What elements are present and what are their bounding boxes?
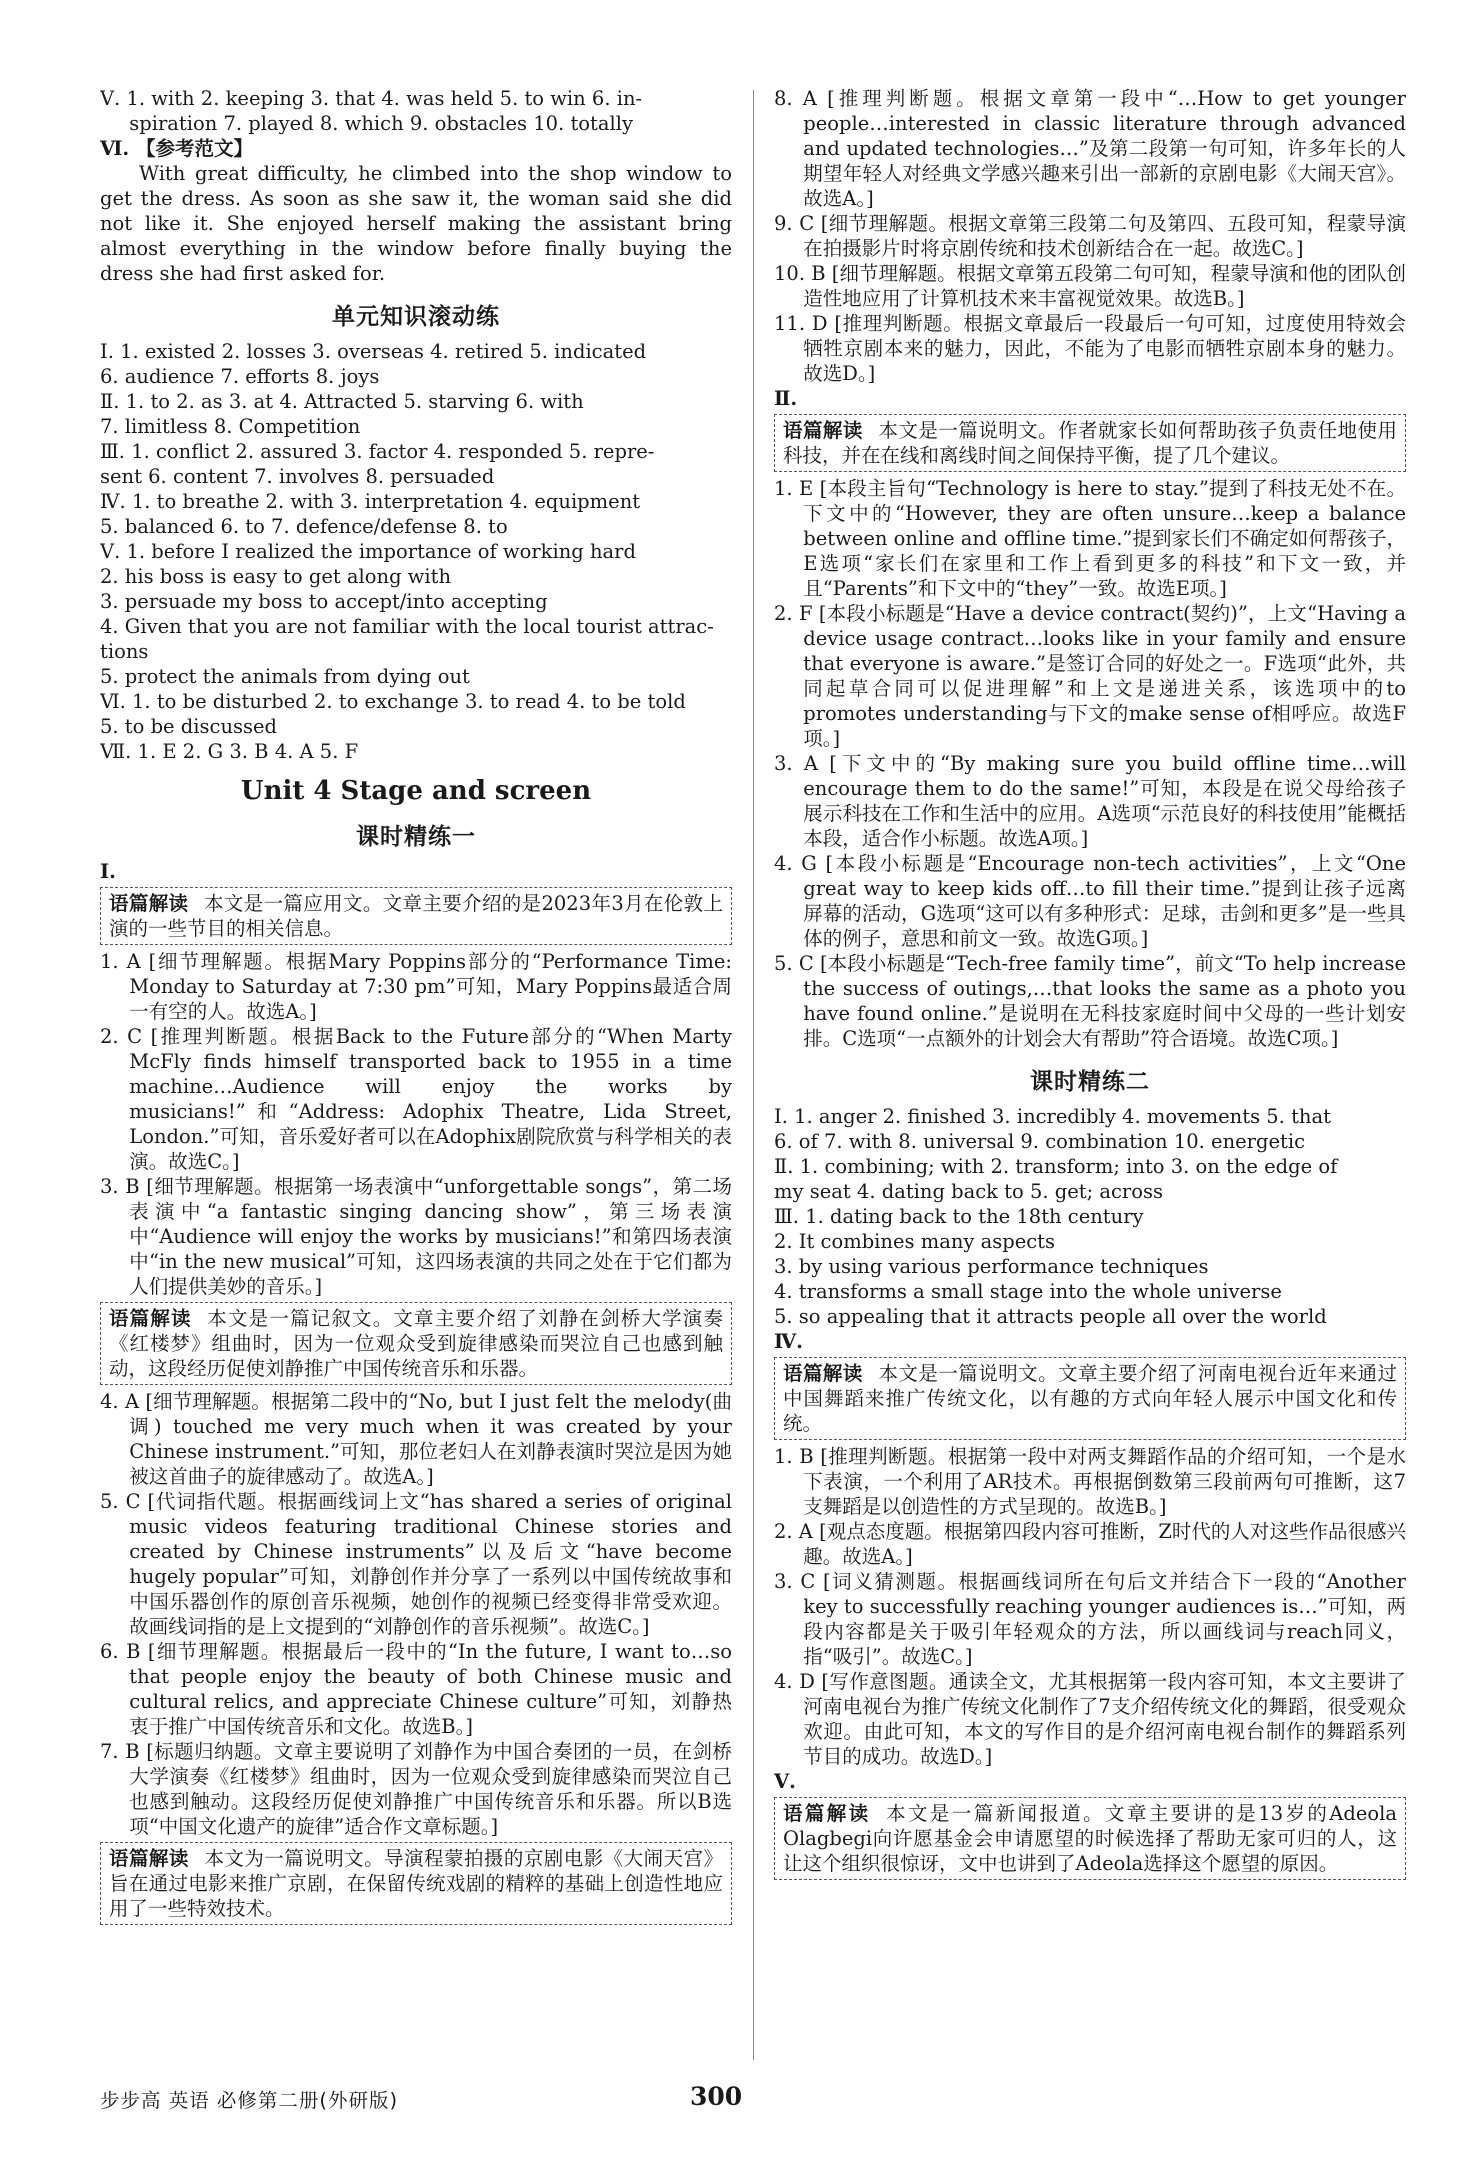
answer-item: 5. C [代词指代题。根据画线词上文“has shared a series of original music videos featuring traditional Chinese stories and created by Chinese instruments”以及后文“have become hugely popular”可知，刘静创作并分享了一系列以中国传统故事和中国乐器创作的原创音乐视频，她创作的视频已经变得非常受欢迎。故画线词指的是上文提到的“刘静创作的音乐视频”。故选C。] (100, 1490, 732, 1638)
left-column (100, 86, 732, 1929)
part-label: Ⅱ. (774, 387, 798, 410)
box-tag: 语篇解读 (109, 1307, 192, 1330)
answer-item: 4. G [本段小标题是“Encourage non-tech activities”，上文“One great way to keep kids off…to fill their time.”提到让孩子远离屏幕的活动，G选项“这可以有多种形式：足球，击剑和更多”是一些具体的例子，意思和前文一致。故选G项。] (774, 852, 1406, 950)
passage-analysis-box (774, 1357, 1406, 1440)
answer-item: 3. A [下文中的“By making sure you build offline time…will encourage them to do the same!”可知，本段是在说父母给孩子展示科技在工作和生活中的应用。A选项“示范良好的科技使用”能概括本段，适合作小标题。故选A项。] (774, 752, 1406, 850)
answer-item: 10. B [细节理解题。根据文章第五段第二句可知，程蒙导演和他的团队创造性地应用了计算机技术来丰富视觉效果。故选B。] (774, 262, 1406, 310)
box-text: 本文是一篇应用文。文章主要介绍的是2023年3月在伦敦上演的一些节目的相关信息。 (109, 892, 723, 940)
answer-line: 7. limitless 8. Competition (100, 415, 361, 438)
lesson2-answers (774, 1104, 1406, 1329)
passage-analysis-box (774, 414, 1406, 472)
passage-analysis-box (100, 1302, 732, 1385)
answer-item: 5. C [本段小标题是“Tech-free family time”，前文“To help increase the success of outings,…that looks the same as a photo you have found online.”是说明在无科技家庭时间中父母的一些计划安排。C选项“一点额外的计划会大有帮助”符合语境。故选C项。] (774, 952, 1406, 1050)
answer-item: 2. C [推理判断题。根据Back to the Future部分的“When Marty McFly finds himself transported back to 1955 in a time machine…Audience will enjoy the works by musicians!”和“Address: Adophix Theatre, Lida Street, London.”可知，音乐爱好者可以在Adophix剧院欣赏与科学相关的表演。故选C。] (100, 1025, 732, 1173)
answer-item: 9. C [细节理解题。根据文章第三段第二句及第四、五段可知，程蒙导演在拍摄影片时将京剧传统和技术创新结合在一起。故选C。] (774, 212, 1406, 260)
box-tag: 语篇解读 (783, 1362, 863, 1385)
box-text: 本文是一篇记叙文。文章主要介绍了刘静在剑桥大学演奏《红楼梦》组曲时，因为一位观众受到旋律感染而哭泣自己也感到触动，这段经历促使刘静推广中国传统音乐和乐器。 (109, 1307, 723, 1380)
section-title: 单元知识滚动练 (332, 304, 500, 330)
answer-line: Ⅵ. 1. to be disturbed 2. to exchange 3. to read 4. to be told (100, 690, 686, 713)
answer-line: 6. of 7. with 8. universal 9. combination 10. energetic (774, 1130, 1306, 1153)
answer-line: Ⅴ. 1. before I realized the importance of working hard (100, 540, 636, 563)
section-title: 课时精练二 (1030, 1069, 1150, 1095)
section-label: Ⅵ. 【参考范文】 (100, 137, 254, 160)
answer-line: Ⅰ. 1. existed 2. losses 3. overseas 4. retired 5. indicated (100, 340, 647, 363)
answer-line: 4. transforms a small stage into the whole universe (774, 1280, 1282, 1303)
answer-line: 2. his boss is easy to get along with (100, 565, 452, 588)
answer-item: 3. B [细节理解题。根据第一场表演中“unforgettable songs”，第二场表演中“a fantastic singing dancing show”，第三场表演中“Audience will enjoy the works by musicians!”和第四场表演中“in the new musical”可知，这四场表演的共同之处在于它们都为人们提供美妙的音乐。] (100, 1175, 732, 1298)
answer-line: Ⅰ. 1. anger 2. finished 3. incredibly 4. movements 5. that (774, 1105, 1331, 1128)
answer-line: 5. protect the animals from dying out (100, 665, 470, 688)
box-tag: 语篇解读 (783, 1802, 871, 1825)
answer-item: 8. A [推理判断题。根据文章第一段中“…How to get younger people…interested in classic literature through advanced and updated technologies…”及第二段第一句可知，许多年长的人期望年轻人对经典文学感兴趣来引出一部新的京剧电影《大闹天宫》。故选A。] (774, 87, 1406, 210)
box-tag: 语篇解读 (109, 892, 189, 915)
part-label: Ⅴ. (774, 1770, 796, 1793)
column-divider (753, 90, 754, 2060)
box-text: 本文是一篇说明文。作者就家长如何帮助孩子负责任地使用科技，并在在线和离线时间之间保持平衡，提了几个建议。 (783, 419, 1397, 467)
box-tag: 语篇解读 (783, 419, 863, 442)
right-column (774, 86, 1406, 1884)
answer-line: Ⅱ. 1. combining; with 2. transform; into 3. on the edge of (774, 1155, 1338, 1178)
section-title: 课时精练一 (356, 824, 476, 850)
review-answers (100, 339, 732, 764)
answer-line: 6. audience 7. efforts 8. joys (100, 365, 380, 388)
answer-line: 2. It combines many aspects (774, 1230, 1056, 1253)
answer-line: tions (100, 640, 149, 663)
answer-item: 1. E [本段主旨句“Technology is here to stay.”提到了科技无处不在。下文中的“However, they are often unsure…keep a balance between online and offline time.”提到家长们不确定如何帮孩子，E选项“家长们在家里和工作上看到更多的科技”和下文一致，并且“Parents”和下文中的“they”一致。故选E项。] (774, 477, 1406, 600)
answer-line: 3. persuade my boss to accept/into accepting (100, 590, 548, 613)
answer-line: 3. by using various performance techniques (774, 1255, 1209, 1278)
answer-item: 2. F [本段小标题是“Have a device contract(契约)”，上文“Having a device usage contract…looks like in your family and ensure that everyone is aware.”是签订合同的好处之一。F选项“此外，共同起草合同可以促进理解”和上文是递进关系，该选项中的to promotes understanding与下文的make sense of相呼应。故选F项。] (774, 602, 1406, 750)
box-text: 本文是一篇新闻报道。文章主要讲的是13岁的Adeola Olagbegi向许愿基金会申请愿望的时候选择了帮助无家可归的人，这让这个组织很惊讶，文中也讲到了Adeola选择这个愿望的原因。 (783, 1802, 1397, 1875)
answer-item: 6. B [细节理解题。根据最后一段中的“In the future, I want to…so that people enjoy the beauty of both Chinese music and cultural relics, and appreciate Chinese culture”可知，刘静热衷于推广中国传统音乐和文化。故选B。] (100, 1640, 732, 1738)
answer-line: 5. so appealing that it attracts people all over the world (774, 1305, 1327, 1328)
answer-item: 1. B [推理判断题。根据第一段中对两支舞蹈作品的介绍可知，一个是水下表演，一个利用了AR技术。再根据倒数第三段前两句可推断，这7支舞蹈是以创造性的方式呈现的。故选B。] (774, 1445, 1406, 1518)
answer-line: my seat 4. dating back to 5. get; across (774, 1180, 1164, 1203)
unit-title: Unit 4 Stage and screen (240, 776, 592, 806)
page-number: 300 (690, 2082, 743, 2111)
answer-item: 11. D [推理判断题。根据文章最后一段最后一句可知，过度使用特效会牺牲京剧本来的魅力，因此，不能为了电影而牺牲京剧本身的魅力。故选D。] (774, 312, 1406, 385)
answer-line: Ⅲ. 1. conflict 2. assured 3. factor 4. responded 5. repre- (100, 440, 655, 463)
answer-line: Ⅴ. 1. with 2. keeping 3. that 4. was held 5. to win 6. in- (100, 87, 643, 110)
passage-analysis-box (774, 1797, 1406, 1880)
answer-line: spiration 7. played 8. which 9. obstacles 10. totally (129, 112, 633, 135)
answer-line: 5. to be discussed (100, 715, 278, 738)
book-title-footer: 步步高 英语 必修第二册(外研版) (100, 2089, 399, 2112)
answer-item: 4. D [写作意图题。通读全文，尤其根据第一段内容可知，本文主要讲了河南电视台为推广传统文化制作了7支介绍传统文化的舞蹈，很受观众欢迎。由此可知，本文的写作目的是介绍河南电视台制作的舞蹈系列节目的成功。故选D。] (774, 1670, 1406, 1768)
answer-line: Ⅳ. 1. to breathe 2. with 3. interpretation 4. equipment (100, 490, 641, 513)
part-label: Ⅳ. (774, 1330, 803, 1353)
answer-line: Ⅶ. 1. E 2. G 3. B 4. A 5. F (100, 740, 359, 763)
answer-line: Ⅲ. 1. dating back to the 18th century (774, 1205, 1144, 1228)
sample-essay: With great difficulty, he climbed into the shop window to get the dress. As soon as she saw it, the woman said she did not like it. She enjoyed herself making the assistant bring almost everything in the window before finally buying the dress she had first asked for. (100, 162, 732, 285)
answer-line: sent 6. content 7. involves 8. persuaded (100, 465, 495, 488)
part-label: Ⅰ. (100, 860, 116, 883)
answer-item: 1. A [细节理解题。根据Mary Poppins部分的“Performance Time: Monday to Saturday at 7:30 pm”可知，Mary Poppins最适合周一有空的人。故选A。] (100, 950, 732, 1023)
box-tag: 语篇解读 (109, 1847, 189, 1870)
answer-line: 5. balanced 6. to 7. defence/defense 8. to (100, 515, 508, 538)
answer-item: 7. B [标题归纳题。文章主要说明了刘静作为中国合奏团的一员，在剑桥大学演奏《红楼梦》组曲时，因为一位观众受到旋律感染而哭泣自己也感到触动。这段经历促使刘静推广中国传统音乐和乐器。所以B选项“中国文化遗产的旋律”适合作文章标题。] (100, 1740, 732, 1838)
passage-analysis-box (100, 1842, 732, 1925)
answer-item: 2. A [观点态度题。根据第四段内容可推断，Z时代的人对这些作品很感兴趣。故选A。] (774, 1520, 1406, 1568)
box-text: 本文是一篇说明文。文章主要介绍了河南电视台近年来通过中国舞蹈来推广传统文化，以有趣的方式向年轻人展示中国文化和传统。 (783, 1362, 1397, 1435)
answer-line: Ⅱ. 1. to 2. as 3. at 4. Attracted 5. starving 6. with (100, 390, 584, 413)
answer-item: 3. C [词义猜测题。根据画线词所在句后文并结合下一段的“Another key to successfully reaching younger audiences is…”可知，两段内容都是关于吸引年轻观众的方法，所以画线词与reach同义，指“吸引”。故选C。] (774, 1570, 1406, 1668)
answer-item: 4. A [细节理解题。根据第二段中的“No, but I just felt the melody(曲调) touched me very much when it was created by your Chinese instrument.”可知，那位老妇人在刘静表演时哭泣是因为她被这首曲子的旋律感动了。故选A。] (100, 1390, 732, 1488)
box-text: 本文为一篇说明文。导演程蒙拍摄的京剧电影《大闹天宫》旨在通过电影来推广京剧，在保留传统戏剧的精粹的基础上创造性地应用了一些特效技术。 (109, 1847, 723, 1920)
answer-line: 4. Given that you are not familiar with the local tourist attrac- (100, 615, 714, 638)
passage-analysis-box (100, 887, 732, 945)
